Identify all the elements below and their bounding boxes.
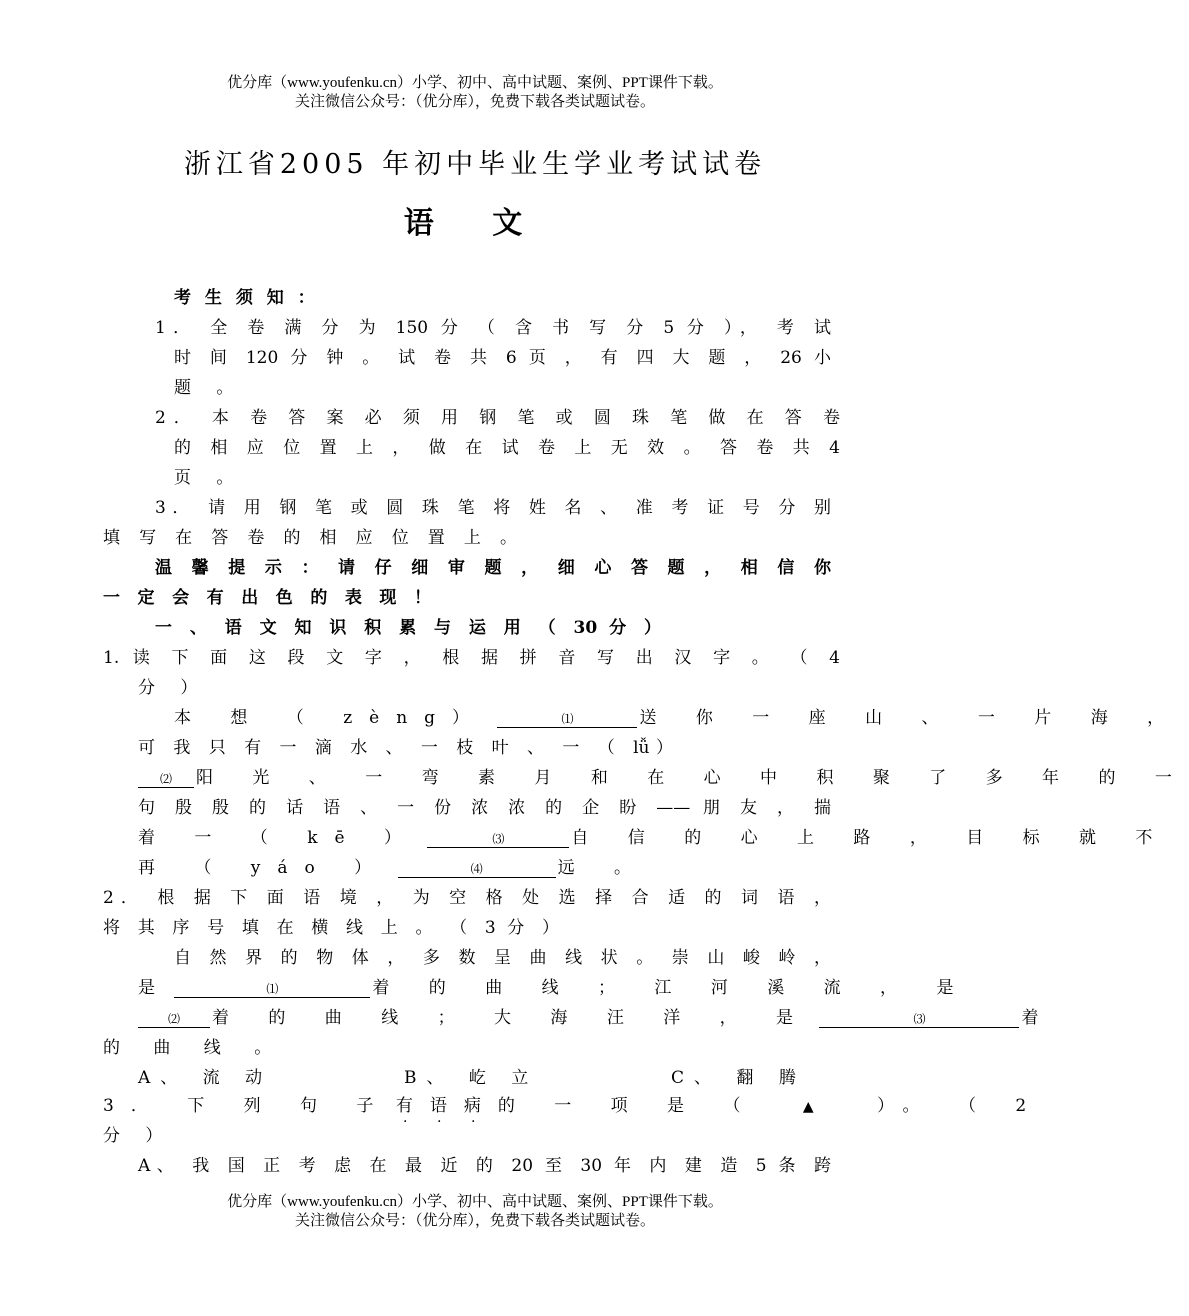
q2-option-c: C、 翻 腾 xyxy=(671,1068,806,1088)
q1-line-6-text-a: 再 （ yáo ） xyxy=(138,858,389,878)
q3-answer-marker: ▲ xyxy=(802,1099,814,1115)
q3-stem-text-c: 的 一 项 是 （ xyxy=(497,1096,758,1116)
q2-line-3 xyxy=(138,1007,1038,1029)
q2-blank-2[interactable]: ⑵ xyxy=(138,1011,210,1028)
q2-line-1: 自 然 界 的 物 体 ， 多 数 呈 曲 线 状 。 崇 山 峻 岭 ， xyxy=(174,948,831,968)
q2-stem-line-1: 2． 根 据 下 面 语 境 ， 为 空 格 处 选 择 合 适 的 词 语 ， xyxy=(103,888,831,908)
q1-stem-line-1: 1. 读 下 面 这 段 文 字 ， 根 据 拼 音 写 出 汉 字 。 （ 4 xyxy=(103,648,840,668)
q2-line-3-text-a: 着 的 曲 线 ； 大 海 汪 洋 ， 是 xyxy=(212,1008,811,1028)
q1-blank-4[interactable]: ⑷ xyxy=(398,861,556,878)
q3-option-a: A、 我 国 正 考 虑 在 最 近 的 20 至 30 年 内 建 造 5 条 跨 xyxy=(138,1156,831,1176)
q2-blank-3[interactable]: ⑶ xyxy=(819,1011,1019,1028)
q2-option-b: B、 屹 立 xyxy=(404,1068,539,1088)
notice-item-3-line-1: 3． 请 用 钢 笔 或 圆 珠 笔 将 姓 名 、 准 考 证 号 分 别 xyxy=(155,498,831,518)
q3-emphasis-3: 病 xyxy=(463,1096,481,1116)
exam-title: 浙江省2005 年初中毕业生学业考试试卷 xyxy=(183,149,767,180)
q1-line-6-text-b: 远 。 xyxy=(557,858,648,878)
notice-item-1-line-3: 题 。 xyxy=(174,378,244,398)
q2-option-a: A、 流 动 xyxy=(138,1068,273,1088)
q2-line-4: 的 曲 线 。 xyxy=(103,1038,286,1058)
q1-line-5 xyxy=(138,827,1169,849)
q3-emphasis-1: 有 xyxy=(395,1096,413,1116)
notice-item-2-line-2: 的 相 应 位 置 上 ， 做 在 试 卷 上 无 效 。 答 卷 共 4 xyxy=(174,438,840,458)
q2-line-2-text-b: 着 的 曲 线 ； 江 河 溪 流 ， 是 xyxy=(372,978,971,998)
notice-item-3-line-2: 填 写 在 答 卷 的 相 应 位 置 上 。 xyxy=(103,528,517,548)
section-1-heading: 一 、 语 文 知 识 积 累 与 运 用 （ 30 分 ） xyxy=(155,618,661,638)
q3-emphasis-2: 语 xyxy=(429,1096,447,1116)
q2-blank-1[interactable]: ⑴ xyxy=(174,981,370,998)
q2-line-2-text-a: 是 xyxy=(138,978,155,998)
q1-line-5-text-a: 着 一 （ kē ） xyxy=(138,828,418,848)
q3-stem-line-2: 分 ） xyxy=(103,1126,173,1146)
q1-line-2: 可 我 只 有 一 滴 水 、 一 枝 叶 、 一 （ lǚ） xyxy=(138,738,673,758)
q1-line-6 xyxy=(138,857,648,879)
q1-line-4: 句 殷 殷 的 话 语 、 一 份 浓 浓 的 企 盼 —— 朋 友 ， 揣 xyxy=(138,798,831,818)
subject-title: 语 文 xyxy=(403,206,547,241)
q1-line-5-text-b: 自 信 的 心 上 路 ， 目 标 就 不 xyxy=(571,828,1170,848)
header-line-2: 关注微信公众号：（优分库），免费下载各类试题试卷。 xyxy=(294,94,655,110)
q1-line-1-text-b: 送 你 一 座 山 、 一 片 海 ， xyxy=(639,708,1182,728)
q1-stem-line-2: 分 ） xyxy=(138,678,208,698)
q2-stem-line-2: 将 其 序 号 填 在 横 线 上 。 （ 3 分 ） xyxy=(103,918,559,938)
q3-stem-text-d: ）。 （ 2 xyxy=(877,1096,1044,1116)
header-line-1: 优分库（www.youfenku.cn）小学、初中、高中试题、案例、PPT课件下载。 xyxy=(227,75,723,91)
notice-item-2-line-3: 页 。 xyxy=(174,468,244,488)
tip-line-2: 一 定 会 有 出 色 的 表 现 ！ xyxy=(103,588,431,608)
notice-item-2-line-1: 2． 本 卷 答 案 必 须 用 钢 笔 或 圆 珠 笔 做 在 答 卷 xyxy=(155,408,840,428)
notice-item-1-line-1: 1． 全 卷 满 分 为 150 分 （ 含 书 写 分 5 分 ）， 考 试 xyxy=(155,318,831,338)
tip-line-1: 温 馨 提 示 ： 请 仔 细 审 题 ， 细 心 答 题 ， 相 信 你 xyxy=(155,558,831,578)
footer-line-2: 关注微信公众号：（优分库），免费下载各类试题试卷。 xyxy=(294,1213,655,1229)
q1-blank-1[interactable]: ⑴ xyxy=(497,711,637,728)
notice-item-1-line-2: 时 间 120 分 钟 。 试 卷 共 6 页 ， 有 四 大 题 ， 26 小 xyxy=(174,348,831,368)
q1-line-3 xyxy=(138,767,1189,789)
q2-line-2 xyxy=(138,977,970,999)
q1-line-1 xyxy=(174,707,1181,729)
q3-stem-text-a: 3． 下 列 句 子 xyxy=(103,1096,391,1116)
q1-line-1-text-a: 本 想 （ zèng） xyxy=(174,708,487,728)
footer-line-1: 优分库（www.youfenku.cn）小学、初中、高中试题、案例、PPT课件下载。 xyxy=(227,1194,723,1210)
q1-blank-2[interactable]: ⑵ xyxy=(138,771,194,788)
q3-stem-line-1 xyxy=(103,1095,1043,1118)
notice-heading: 考 生 须 知 ： xyxy=(174,288,319,308)
q1-blank-3[interactable]: ⑶ xyxy=(427,831,569,848)
q1-line-3-text: 阳 光 、 一 弯 素 月 和 在 心 中 积 聚 了 多 年 的 一 xyxy=(196,768,1189,788)
q2-line-3-text-b: 着 xyxy=(1021,1008,1039,1028)
